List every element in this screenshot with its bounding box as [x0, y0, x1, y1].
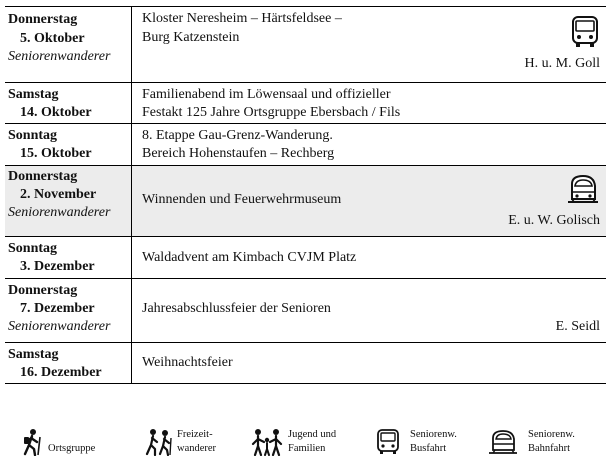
event-day: Donnerstag	[8, 169, 78, 184]
event-group: Seniorenwanderer	[8, 319, 111, 334]
event-date: 15. Oktober	[20, 146, 92, 161]
event-title: Weihnachtsfeier	[142, 355, 233, 370]
event-title-line2: Burg Katzenstein	[142, 30, 240, 45]
legend-label: Bahnfahrt	[528, 443, 570, 454]
column-divider	[131, 279, 132, 342]
tour-guide: E. Seidl	[555, 319, 600, 334]
bus-icon	[570, 15, 600, 49]
event-day: Sonntag	[8, 128, 58, 143]
legend-label: Seniorenw.	[410, 429, 457, 440]
hikers-icon	[144, 428, 174, 456]
event-title: Jahresabschlussfeier der Senioren	[142, 301, 331, 316]
event-date: 3. Dezember	[20, 259, 95, 274]
column-divider	[131, 83, 132, 123]
event-title-line1: 8. Etappe Gau-Grenz-Wanderung.	[142, 128, 333, 143]
legend-label: Seniorenw.	[528, 429, 575, 440]
event-row	[5, 236, 606, 278]
legend-label: Jugend und	[288, 429, 337, 440]
event-day: Samstag	[8, 87, 59, 102]
event-date: 5. Oktober	[20, 31, 85, 46]
legend-label: Freizeit-	[177, 429, 213, 440]
event-day: Donnerstag	[8, 12, 78, 27]
event-row	[5, 82, 606, 123]
event-date: 7. Dezember	[20, 301, 95, 316]
tour-guide: E. u. W. Golisch	[508, 213, 600, 228]
event-day: Donnerstag	[8, 283, 78, 298]
train-icon	[488, 428, 518, 456]
event-row	[5, 123, 606, 165]
event-title-line1: Familienabend im Löwensaal und offizieller	[142, 87, 391, 102]
column-divider	[131, 343, 132, 383]
event-group: Seniorenwanderer	[8, 49, 111, 64]
event-row	[5, 342, 606, 384]
train-icon	[566, 172, 600, 206]
legend-label: Familien	[288, 443, 326, 454]
legend	[0, 418, 612, 466]
column-divider	[131, 237, 132, 278]
event-date: 2. November	[20, 187, 97, 202]
legend-label: Busfahrt	[410, 443, 447, 454]
bus-icon	[376, 428, 400, 456]
event-date: 14. Oktober	[20, 105, 92, 120]
event-date: 16. Dezember	[20, 365, 102, 380]
event-group: Seniorenwanderer	[8, 205, 111, 220]
event-row	[5, 165, 606, 236]
event-schedule-table	[5, 6, 606, 384]
column-divider	[131, 166, 132, 236]
event-row	[5, 6, 606, 82]
family-icon	[250, 428, 284, 456]
hiker-icon	[20, 428, 44, 456]
event-title-line2: Bereich Hohenstaufen – Rechberg	[142, 146, 335, 161]
legend-label: Ortsgruppe	[48, 443, 96, 454]
event-day: Sonntag	[8, 241, 58, 256]
event-title: Winnenden und Feuerwehrmuseum	[142, 192, 342, 207]
column-divider	[131, 7, 132, 82]
event-row	[5, 278, 606, 342]
column-divider	[131, 124, 132, 165]
event-day: Samstag	[8, 347, 59, 362]
event-title-line1: Kloster Neresheim – Härtsfeldsee –	[142, 11, 342, 26]
tour-guide: H. u. M. Goll	[524, 56, 600, 71]
event-title: Waldadvent am Kimbach CVJM Platz	[142, 250, 357, 265]
event-title-line2: Festakt 125 Jahre Ortsgruppe Ebersbach / Fils	[142, 105, 401, 120]
legend-label: wanderer	[177, 443, 217, 454]
